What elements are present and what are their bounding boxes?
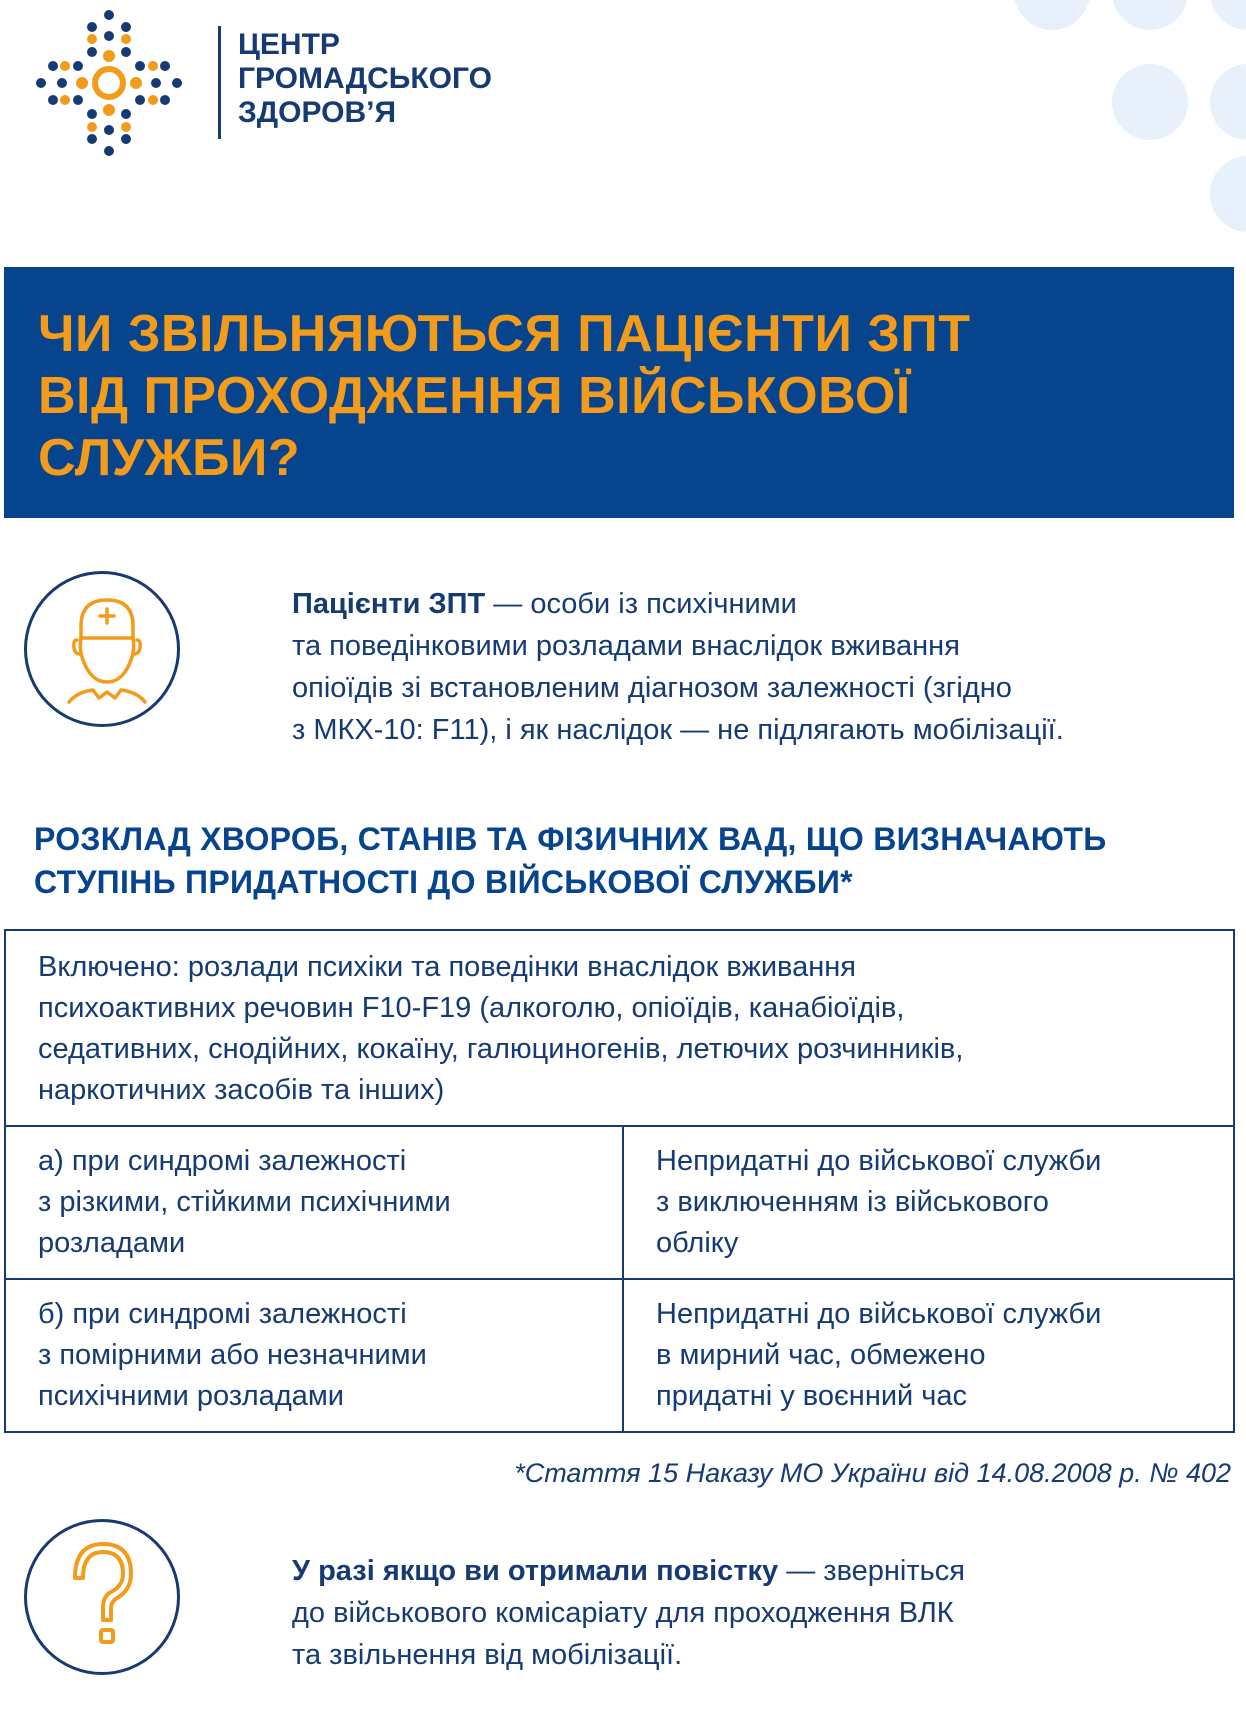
title-line: ЧИ ЗВІЛЬНЯЮТЬСЯ ПАЦІЄНТИ ЗПТ xyxy=(38,305,971,363)
logo-line: ЗДОРОВ’Я xyxy=(238,96,397,129)
table-cell xyxy=(623,1126,1234,1279)
intro-text: опіоїдів зі встановленим діагнозом залежності (згідно xyxy=(292,672,1012,704)
section-heading xyxy=(34,818,1107,904)
condition-text: б) при синдромі залежності xyxy=(38,1298,407,1330)
condition-text: з різкими, стійкими психічними xyxy=(38,1186,451,1218)
included-text: седативних, снодійних, кокаїну, галюциногенів, летючих розчинників, xyxy=(38,1033,964,1065)
logo-line: ГРОМАДСЬКОГО xyxy=(238,62,492,95)
logo-line: ЦЕНТР xyxy=(238,28,340,61)
intro-paragraph xyxy=(292,583,1064,751)
verdict-text: в мирний час, обмежено xyxy=(656,1339,986,1371)
decorative-circle xyxy=(1112,0,1188,30)
logo-divider xyxy=(218,26,221,139)
included-text: психоактивних речовин F10-F19 (алкоголю, опіоїдів, канабіоїдів, xyxy=(38,992,905,1024)
notice-paragraph xyxy=(292,1550,965,1676)
table-row xyxy=(5,1279,1234,1432)
question-mark-icon xyxy=(24,1519,180,1675)
table-cell xyxy=(5,930,1234,1126)
decorative-circle xyxy=(1210,156,1246,232)
condition-text: розладами xyxy=(38,1227,186,1259)
title-banner xyxy=(4,267,1234,518)
notice-text: до військового комісаріату для проходження ВЛК xyxy=(292,1597,954,1629)
notice-text: та звільнення від мобілізації. xyxy=(292,1639,683,1671)
verdict-text: обліку xyxy=(656,1227,739,1259)
section-heading-line: СТУПІНЬ ПРИДАТНОСТІ ДО ВІЙСЬКОВОЇ СЛУЖБИ* xyxy=(34,864,853,900)
verdict-text: придатні у воєнний час xyxy=(656,1380,968,1412)
medic-icon xyxy=(24,571,180,727)
table-row xyxy=(5,930,1234,1126)
decorative-circle xyxy=(1210,64,1246,140)
condition-text: психічними розладами xyxy=(38,1380,345,1412)
table-cell xyxy=(623,1279,1234,1432)
intro-bold-term: Пацієнти ЗПТ xyxy=(292,588,486,620)
intro-text: з МКХ-10: F11), і як наслідок — не підлягають мобілізації. xyxy=(292,714,1064,746)
logo-text xyxy=(238,28,492,130)
condition-text: а) при синдромі залежності xyxy=(38,1145,407,1177)
decorative-circle xyxy=(1014,0,1090,30)
notice-bold-text: У разі якщо ви отримали повістку xyxy=(292,1555,779,1587)
page-title xyxy=(38,303,1214,489)
included-text: наркотичних засобів та інших) xyxy=(38,1074,445,1106)
intro-text: — особи із психічними xyxy=(485,588,797,620)
fitness-schedule-table xyxy=(4,929,1235,1433)
notice-text: — зверніться xyxy=(778,1555,965,1587)
table-cell xyxy=(5,1126,623,1279)
included-text: Включено: розлади психіки та поведінки внаслідок вживання xyxy=(38,951,857,983)
title-line: ВІД ПРОХОДЖЕННЯ ВІЙСЬКОВОЇ xyxy=(38,367,911,425)
intro-text: та поведінковими розладами внаслідок вживання xyxy=(292,630,960,662)
table-cell xyxy=(5,1279,623,1432)
footnote: *Стаття 15 Наказу МО України від 14.08.2008 р. № 402 xyxy=(514,1458,1231,1488)
condition-text: з помірними або незначними xyxy=(38,1339,427,1371)
verdict-text: Непридатні до військової служби xyxy=(656,1298,1102,1330)
table-row xyxy=(5,1126,1234,1279)
verdict-text: з виключенням із військового xyxy=(656,1186,1049,1218)
cross-logo-icon xyxy=(34,8,184,158)
verdict-text: Непридатні до військової служби xyxy=(656,1145,1102,1177)
decorative-circle xyxy=(1112,64,1188,140)
title-line: СЛУЖБИ? xyxy=(38,429,301,487)
section-heading-line: РОЗКЛАД ХВОРОБ, СТАНІВ ТА ФІЗИЧНИХ ВАД, ЩО ВИЗНАЧАЮТЬ xyxy=(34,821,1107,857)
decorative-circle xyxy=(1210,0,1246,30)
